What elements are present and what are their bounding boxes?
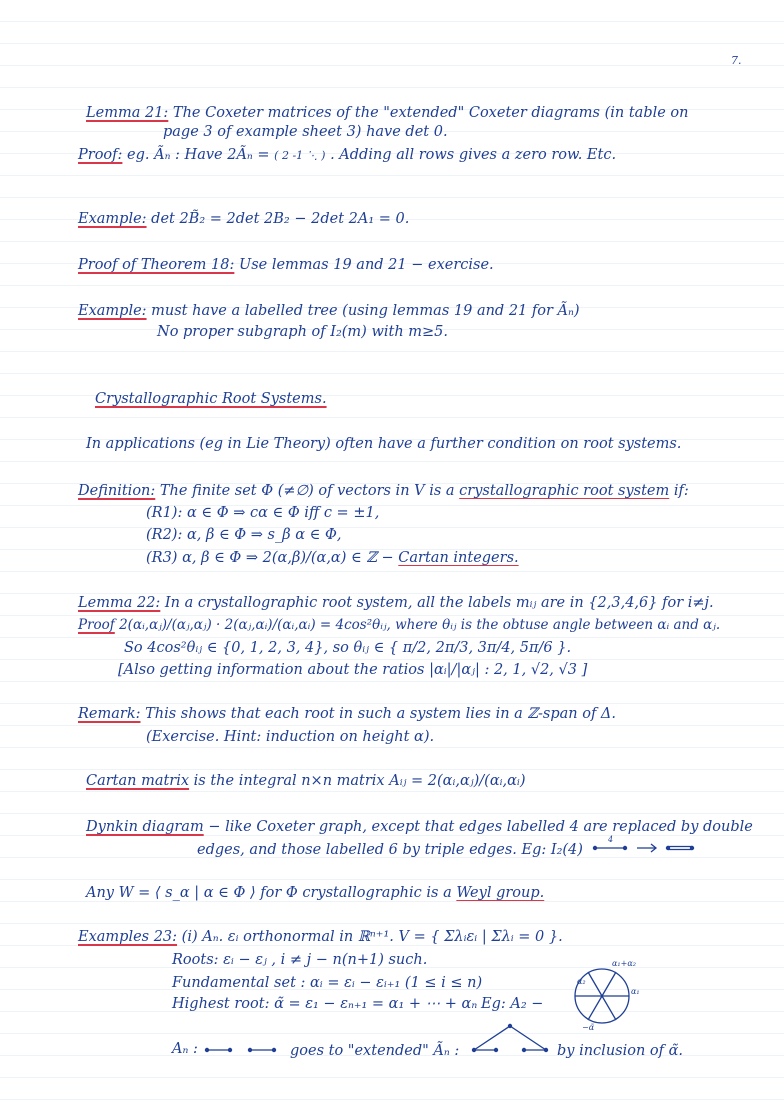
proof1-text-a: eg. Ãₙ : Have 2Ãₙ = <box>127 147 270 163</box>
examples23-line1 <box>78 928 563 946</box>
lemma21-label: Lemma 21: <box>86 105 169 121</box>
root-vector <box>588 972 602 996</box>
extended-edge <box>510 1026 546 1050</box>
extended-edge <box>474 1026 510 1050</box>
examples23-roots: Roots: εᵢ − εⱼ , i ≠ j − n(n+1) such. <box>172 952 428 968</box>
proof-thm18-line <box>78 256 494 274</box>
examples23-label: Examples 23: <box>78 929 178 945</box>
definition-term: crystallographic root system <box>459 483 670 499</box>
section-title: Crystallographic Root Systems. <box>95 391 327 407</box>
an-node <box>272 1048 276 1052</box>
dynkin-text2: edges, and those labelled 6 by triple edges. Eg: I₂(4) <box>197 842 583 858</box>
cartan-line <box>86 772 526 790</box>
cartan-label: Cartan matrix <box>86 773 190 789</box>
intro-text: In applications (eg in Lie Theory) often have a further condition on root systems. <box>86 436 682 452</box>
dynkin-line1 <box>86 818 753 836</box>
proof1-matrix: ( 2 -1 ⋱ ) <box>274 149 326 162</box>
root-label-a2: α₂ <box>577 977 586 986</box>
example1-label: Example: <box>78 211 147 227</box>
dynkin-node <box>623 846 627 850</box>
root-label-top: α₁+α₂ <box>612 959 636 968</box>
definition-r3-term: Cartan integers. <box>398 550 519 566</box>
example2-label: Example: <box>78 303 147 319</box>
lemma21-text1: The Coxeter matrices of the "extended" Coxeter diagrams (in table on <box>172 105 689 121</box>
proof1-line <box>78 146 616 165</box>
root-label-bottom: −α̃ <box>582 1023 595 1032</box>
root-vector <box>602 972 616 996</box>
a2-root-circle-figure <box>568 960 648 1032</box>
dynkin-label: Dynkin diagram <box>86 819 204 835</box>
remark-text2: (Exercise. Hint: induction on height α). <box>146 729 435 745</box>
lemma22-line <box>78 594 714 612</box>
lemma22-label: Lemma 22: <box>78 595 161 611</box>
examples23-eg-label: Eg: A₂ − <box>481 996 544 1012</box>
proof1-label: Proof: <box>78 147 123 163</box>
dynkin-edge-label: 4 <box>608 835 614 844</box>
definition-text-b: if: <box>673 483 689 499</box>
an-node <box>228 1048 232 1052</box>
examples23-highest: Highest root: α̃ = ε₁ − εₙ₊₁ = α₁ + ⋯ + αₙ <box>172 996 478 1012</box>
proof2-line3: [Also getting information about the ratios |αᵢ|/|αⱼ| : 2, 1, √2, √3 ] <box>118 662 588 678</box>
dynkin-example-figure <box>592 835 702 858</box>
proof2-line1 <box>78 616 720 634</box>
extended-an-figure <box>470 1022 550 1056</box>
weyl-term: Weyl group. <box>456 885 545 901</box>
example2-line1 <box>78 302 580 320</box>
examples23-an-label: Aₙ : <box>172 1041 198 1057</box>
definition-r1: (R1): α ∈ Φ ⇒ cα ∈ Φ iff c = ±1, <box>146 505 380 521</box>
definition-text-a: The finite set Φ (≠∅) of vectors in V is a <box>159 483 455 499</box>
page-number: 7. <box>731 54 742 67</box>
extended-node <box>494 1048 498 1052</box>
proof-thm18-text: Use lemmas 19 and 21 − exercise. <box>238 257 494 273</box>
root-vector <box>602 996 616 1020</box>
proof-thm18-label: Proof of Theorem 18: <box>78 257 235 273</box>
example2-text1: must have a labelled tree (using lemmas 19 and 21 for Ãₙ) <box>151 303 580 319</box>
definition-r3-text: (R3) α, β ∈ Φ ⇒ 2(α,β)/(α,α) ∈ ℤ − <box>146 550 394 566</box>
an-dynkin-figure <box>204 1040 284 1060</box>
weyl-line <box>86 884 544 902</box>
definition-line <box>78 482 689 500</box>
root-label-a1: α₁ <box>631 987 640 996</box>
proof2-line2: So 4cos²θᵢⱼ ∈ {0, 1, 2, 3, 4}, so θᵢⱼ ∈ { π/2, 2π/3, 3π/4, 5π/6 }. <box>124 640 572 656</box>
remark-label: Remark: <box>78 706 141 722</box>
dynkin-node <box>690 846 694 850</box>
examples23-by-inclusion: by inclusion of α̃. <box>557 1043 684 1059</box>
proof1-text-b: . Adding all rows gives a zero row. Etc. <box>330 147 617 163</box>
definition-r2: (R2): α, β ∈ Φ ⇒ s_β α ∈ Φ, <box>146 527 342 543</box>
proof2-label: Proof <box>78 617 115 633</box>
definition-r3 <box>146 549 519 567</box>
remark-text1: This shows that each root in such a system lies in a ℤ-span of Δ. <box>145 706 617 722</box>
lemma22-text: In a crystallographic root system, all the labels mᵢⱼ are in {2,3,4,6} for i≠j. <box>164 595 714 611</box>
example1-line <box>78 210 409 228</box>
weyl-text: Any W = ⟨ s_α | α ∈ Φ ⟩ for Φ crystallographic is a <box>86 885 452 901</box>
lemma21-text2: page 3 of example sheet 3) have det 0. <box>163 124 448 140</box>
examples23-fundamental: Fundamental set : αᵢ = εᵢ − εᵢ₊₁ (1 ≤ i ≤ n) <box>172 975 483 991</box>
proof2-text1: 2(αᵢ,αⱼ)/(αⱼ,αⱼ) · 2(αⱼ,αᵢ)/(αᵢ,αᵢ) = 4cos²θᵢⱼ, where θᵢⱼ is the obtuse angle between αᵢ and αⱼ. <box>119 617 721 633</box>
root-vector <box>588 996 602 1020</box>
definition-label: Definition: <box>78 483 156 499</box>
cartan-text: is the integral n×n matrix Aᵢⱼ = 2(αᵢ,αⱼ)/(αᵢ,αᵢ) <box>193 773 526 789</box>
example2-text2: No proper subgraph of I₂(m) with m≥5. <box>157 324 448 340</box>
lemma21-line1 <box>86 104 689 122</box>
dynkin-text1: − like Coxeter graph, except that edges labelled 4 are replaced by double <box>208 819 753 835</box>
example1-text: det 2B̃₂ = 2det 2B₂ − 2det 2A₁ = 0. <box>151 211 410 227</box>
examples23-goes-to: goes to "extended" Ãₙ : <box>290 1043 460 1059</box>
extended-node <box>544 1048 548 1052</box>
examples23-text1: (i) Aₙ. εᵢ orthonormal in ℝⁿ⁺¹. V = { Σλᵢεᵢ | Σλᵢ = 0 }. <box>181 929 563 945</box>
remark-line1 <box>78 705 616 723</box>
